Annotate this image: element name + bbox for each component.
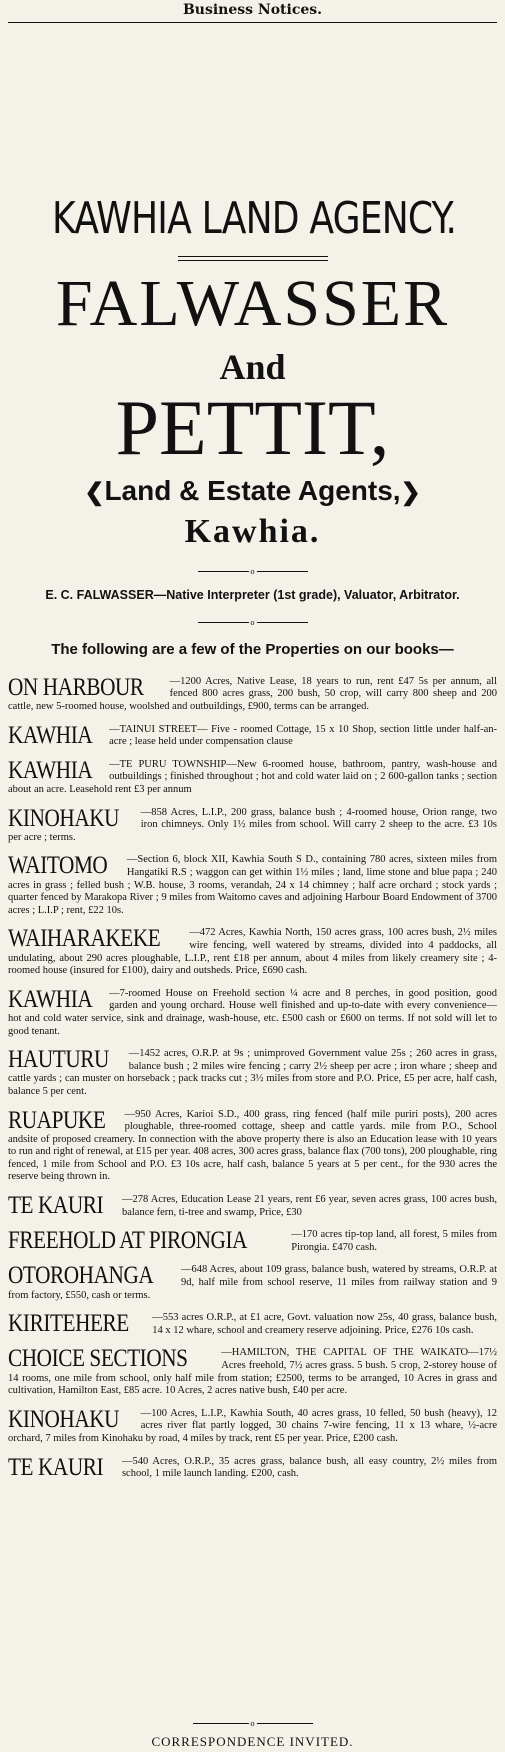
agency-location: Kawhia.: [184, 512, 321, 550]
listing-item: [8, 1048, 497, 1098]
listing-name: WAITOMO: [8, 852, 108, 880]
profession-line: [8, 475, 497, 507]
listing-name: KINOHAKU: [8, 1405, 120, 1433]
divider-mark: o: [250, 567, 255, 576]
listing-text: —1452 acres, O.R.P. at 9s ; unimproved Government value 25s ; 260 acres in grass, balance bush ; 2 miles wire fencing ; carry 2½ sheep per acre ; iron whare ; sheep and cattle yards ; can muster on horseback ; pack tracks cut ; 3½ miles from store and P.O. Price, £5 per acre, half cash, balance 5 per cent.: [8, 1048, 497, 1097]
divider-rule: [198, 567, 308, 576]
properties-heading: The following are a few of the Properties on our books—: [51, 640, 454, 658]
listing-text: —1200 Acres, Native Lease, 18 years to run, rent £47 5s per annum, all fenced 800 acres grass, 200 bush, 50 crop, will carry 800 sheep and 200 cattle, new 5-roomed house, woolshed and outbuildings, £900, terms can be arranged.: [8, 675, 497, 713]
listing-name: HAUTURU: [8, 1046, 109, 1074]
listing-item: [8, 804, 497, 845]
listing-item: [8, 1264, 497, 1302]
listing-text: —950 Acres, Karioi S.D., 400 grass, ring fenced (half mile puriri posts), 200 acres ploughable, three-roomed cottage, sheep and cattle yards. mile from P.O., School andsite of proposed creamery. In connection with the above property there is also an Education lease with 10 years to run and right of renewal, at £15 per year. 408 acres, 300 acres grass, balance flax (700 tons), 200 ploughable, ring fenced, 1 mile from School and P.O. £3 10s acre, half cash, balance 5 years at 5 per cent., for the 930 acres the reserve being thrown in.: [8, 1108, 497, 1183]
listing-text: —100 Acres, L.I.P., Kawhia South, 40 acres grass, 10 felled, 50 bush (heavy), 12 acres river flat partly logged, 30 chains 7-wire fencing, 11 x 13 whare, ½-acre orchard, 7 miles from Kinohaku by road, 4 miles by track, rent £5 per year. Price, £200 cash.: [8, 1407, 497, 1444]
listing-item: [8, 721, 497, 749]
listing-item: [8, 1106, 497, 1185]
profession-text: Land & Estate Agents,: [104, 474, 401, 506]
listing-item: [8, 1405, 497, 1446]
listing-text: —7-roomed House on Freehold section ¼ acre and 8 perches, in good position, good garden and young orchard. House well finished and up-to-date with every convenience—hot and cold water service, sink and drainage, wash-house, etc. £500 cash or £600 on terms. If not sold will let to good tenant.: [8, 987, 497, 1037]
listing-text: —278 Acres, Education Lease 21 years, rent £6 year, seven acres grass, 100 acres bush, balance fern, ti-tree and swamp, Price, £30: [121, 1194, 497, 1218]
agency-title: KAWHIA LAND AGENCY.: [52, 193, 457, 244]
listing-item: [8, 1194, 497, 1219]
firm-name-line2: PETTIT,: [115, 384, 390, 471]
listing-text: —648 Acres, about 109 grass, balance bush, watered by streams, O.R.P. at 9d, half mile from school reserve, 11 miles from railway station and 9 from factory, £550, cash or terms.: [8, 1264, 497, 1301]
listing-name: TE KAURI: [8, 1453, 104, 1481]
divider-rule: [198, 618, 308, 627]
firm-conjunction: And: [219, 347, 286, 387]
listing-item: [8, 1229, 497, 1254]
listing-item: [8, 1347, 497, 1397]
listing-name: RUAPUKE: [8, 1106, 106, 1134]
listing-text: —HAMILTON, THE CAPITAL OF THE WAIKATO—17½ Acres freehold, 7½ acres grass. 5 bush. 5 crop, 2-storey house of 14 rooms, one mile from school, only half mile from station; £2500, terms to be arranged, 10 Acres in grass and cultivation, Hamilton East, £85 acre. 10 Acres, 2 acres native bush, £40 per acre.: [8, 1347, 497, 1397]
listing-name: OTOROHANGA: [8, 1262, 154, 1290]
listing-item: [8, 756, 497, 797]
divider-mark: o: [250, 1720, 255, 1728]
listing-text: —858 Acres, L.I.P., 200 grass, balance bush ; 4-roomed house, Orion range, two iron chimneys. Only 1½ miles from school. Will carry 2 sheep to the acre. £3 10s per acre ; terms.: [8, 806, 497, 843]
title-double-rule: [178, 256, 328, 261]
footer-divider-rule: [193, 1720, 313, 1728]
listing-item: [8, 1453, 497, 1481]
listing-name: KINOHAKU: [8, 804, 120, 832]
listing-item: [8, 673, 497, 714]
listing-name: WAIHARAKEKE: [8, 925, 161, 953]
section-title: Business Notices.: [182, 2, 323, 18]
interpreter-line: E. C. FALWASSER—Native Interpreter (1st grade), Valuator, Arbitrator.: [45, 587, 460, 602]
listing-name: KAWHIA: [8, 756, 93, 784]
listing-name: FREEHOLD AT PIRONGIA: [8, 1227, 248, 1255]
listing-text: —540 Acres, O.R.P., 35 acres grass, balance bush, all easy country, 2½ miles from school, 1 mile launch landing. £200, cash.: [121, 1455, 497, 1480]
firm-name-line1: FALWASSER: [55, 267, 450, 340]
listing-text: —TE PURU TOWNSHIP—New 6-roomed house, bathroom, pantry, wash-house and outbuildings ; finished throughout ; hot and cold water laid on ; 2 600-gallon tanks ; section about an acre. Leasehold rent £3 per annum: [8, 758, 497, 796]
listing-text: —472 Acres, Kawhia North, 150 acres grass, 100 acres bush, 2½ miles wire fencing, well watered by streams, divided into 4 paddocks, all undulating, about 290 acres ploughable, L.I.P., rent £18 per annum, about 4 miles from likely creamery site ; 4-roomed house (insured for £100), dairy and outsheds. Price, £690 cash.: [8, 927, 497, 977]
listing-name: KAWHIA: [8, 721, 93, 749]
listing-text: —TAINUI STREET— Five - roomed Cottage, 15 x 10 Shop, section little under half-an-acre ; lease held under compensation clause: [109, 723, 497, 748]
listing-name: ON HARBOUR: [8, 673, 144, 701]
listing-name: KAWHIA: [8, 985, 93, 1013]
listing-item: [8, 927, 497, 977]
divider-mark: o: [250, 618, 255, 627]
ornament-right-icon: ❯: [400, 478, 421, 506]
listing-name: KIRITEHERE: [8, 1310, 129, 1338]
listing-text: —Section 6, block XII, Kawhia South S D., containing 780 acres, sixteen miles from Hangatiki R.S ; waggon can get within 1½ miles ; land, lime stone and blue papa ; 240 acres in grass ; felled bush ; W.B. house, 3 rooms, verandah, 24 x 14 chimney ; half acre orchard ; stock yards ; quarter fenced by Marakopa River ; 9 miles from Waitomo caves and adjoining Harbour Board Endowment of 3700 acres ; L.I.P ; rent, £22 10s.: [8, 854, 497, 916]
ornament-left-icon: ❮: [84, 478, 105, 506]
listings: [8, 673, 497, 1481]
listing-name: TE KAURI: [8, 1192, 104, 1220]
listing-text: —170 acres tip-top land, all forest, 5 miles from Pirongia. £470 cash.: [291, 1229, 497, 1253]
listing-text: —553 acres O.R.P., at £1 acre, Govt. valuation now 25s, 40 grass, balance bush, 14 x 12 whare, school and creamery reserve adjoining. Price, £276 10s cash.: [152, 1312, 497, 1336]
listing-item: [8, 985, 497, 1038]
listing-item: [8, 1312, 497, 1337]
header-rule: [8, 22, 497, 23]
listing-name: CHOICE SECTIONS: [8, 1345, 188, 1373]
listing-item: [8, 854, 497, 917]
correspondence-line: CORRESPONDENCE INVITED.: [151, 1734, 354, 1749]
